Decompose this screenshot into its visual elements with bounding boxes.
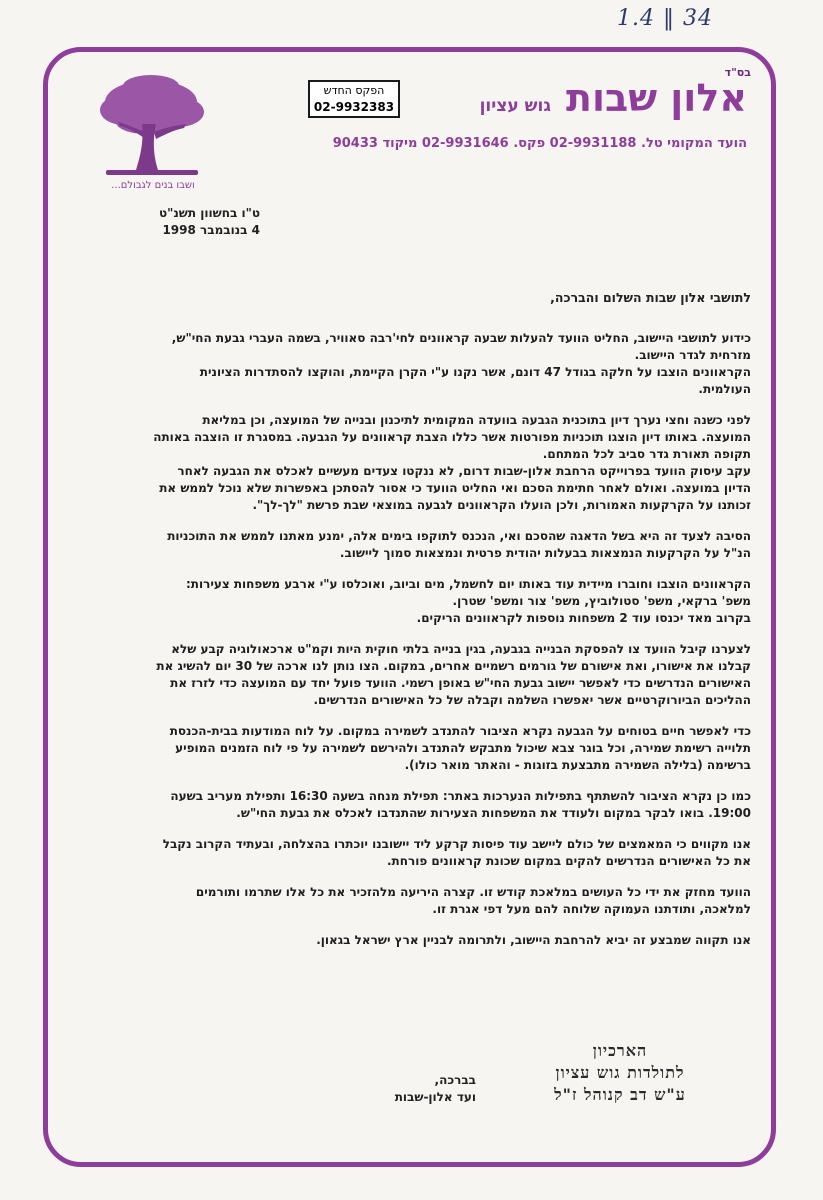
contact-line: הועד המקומי טל. 02-9931188 פקס. 02-9931646 מיקוד 90433: [332, 136, 747, 151]
paragraph: [74, 723, 751, 774]
paragraph: [74, 932, 751, 949]
closing: בברכה,: [434, 1073, 476, 1087]
paragraph: [74, 788, 751, 822]
text-line: הקראוונים הוצבו על חלקה בגודל 47 דונם, אשר נקנו ע"י הקרן הקיימת, והוקצו להסתדרות הציונית: [199, 365, 751, 379]
paragraph: [74, 641, 751, 709]
text-line: הקראוונים הוצבו וחוברו מיידית עוד באותו יום לחשמל, מים וביוב, ואוכלסו ע"י ארבע משפחות צעירות:: [185, 577, 751, 591]
new-fax-label: הפקס החדש: [323, 84, 385, 97]
text-line: תקופה תאורת גדר סביב לכל המתחם.: [542, 447, 751, 461]
text-line: 19:00. בואו לבקר במקום ולעודד את המשפחות הצעירות שהתנדבו לאכלס את גבעת החי"ש.: [236, 806, 751, 820]
greeting: לתושבי אלון שבות השלום והברכה,: [550, 290, 751, 305]
text-line: ההליכים הביורוקרטיים אשר יאפשרו השלמה וקבלה של כל האישורים הנדרשים.: [313, 693, 751, 707]
text-line: כמו כן נקרא הציבור להשתתף בתפילות הנערכות באתר: תפילת מנחה בשעה 16:30 ותפילת מעריב בשעה: [170, 789, 751, 803]
letterhead-title: [480, 76, 747, 120]
text-line: זכותנו על הקרקעות האמורות, ולכן הועלו הקראוונים לגבעה במוצאי שבת פרשת "לך-לך".: [252, 498, 751, 512]
text-line: הנ"ל על הקרקעות הנמצאות בבעלות יהודית פרטית ונמצאות סמוך ליישוב.: [339, 546, 751, 560]
motto: ושבו בנים לגבולם...: [111, 180, 195, 191]
archive-stamp: [525, 1040, 715, 1106]
paragraph: [74, 884, 751, 918]
paragraph: [74, 836, 751, 870]
gregorian-date: 4 בנובמבר 1998: [162, 223, 260, 237]
text-line: תלוייה רשימת שמירה, וכל בוגר צבא שיכול מתבקש להתנדב ולהירשם לשמירה על פי לוח הזמנים המופיע: [175, 741, 751, 755]
text-line: את כל האישורים הנדרשים להקים במקום שכונת קראוונים פורחת.: [387, 854, 751, 868]
new-fax-number: 02-9932383: [313, 100, 395, 114]
hebrew-date: ט"ו בחשוון תשנ"ט: [158, 206, 260, 220]
text-line: אנו תקווה שמבצע זה יביא להרחבת היישוב, ולתרומה לבניין ארץ ישראל בגאון.: [316, 933, 751, 947]
signature-block: [356, 1072, 476, 1106]
new-fax-box: [308, 80, 400, 118]
text-line: הדיון במועצה. ואולם לאחר חתימת הסכם ואי החליט הוועד כי אסור להסתכן באפשרות שלא נוכל לממש את: [159, 481, 751, 495]
paragraph: [74, 330, 751, 398]
text-line: הוועד מחזק את ידי כל העושים במלאכת קודש זו. קצרה היריעה מלהזכיר את כל אלו שתרמו ותורמים: [195, 885, 751, 899]
stamp-line: הארכיון: [592, 1041, 648, 1060]
letter-body: [74, 330, 751, 963]
text-line: קבלנו את אישורו, ואת אישורם של גורמים רשמיים אחרים, במקום. הצו נותן לנו ארכה של 30 יום להשיג את: [156, 659, 751, 673]
text-line: עקב עיסוק הוועד בפרוייקט הרחבת אלון-שבות דרום, לא ננקטו צעדים מעשיים לאכלס את הגבעה לאחר: [177, 464, 751, 478]
text-line: לצערנו קיבל הוועד צו להפסקת הבנייה בגבעה, בגין בנייה בלתי חוקית היות וקמ"ט ארכאולוגיה קבע שלא: [171, 642, 751, 656]
paragraph: [74, 576, 751, 627]
tree-logo-icon: [96, 72, 206, 187]
stamp-line: לתולדות גוש עציון: [555, 1063, 685, 1082]
text-line: האישורים הנדרשים כדי לאפשר יישוב גבעת החי"ש באופן רשמי. הוועד פועל יחד עם המועצה כדי לזרז את: [170, 676, 751, 690]
signer: ועד אלון-שבות: [394, 1090, 476, 1104]
paragraph: [74, 412, 751, 514]
text-line: כדי לאפשר חיים בטוחים על הגבעה נקרא הציבור להתנדב לשמירה במקום. על לוח המודעות בבית-הכנסת: [169, 724, 751, 738]
settlement-name: אלון שבות: [566, 76, 747, 120]
text-line: ברשימה (בלילה השמירה מתבצעת בזוגות - והאתר מואר כולו).: [404, 758, 751, 772]
text-line: אנו מקווים כי המאמצים של כולם ליישב עוד פיסות קרקע ליד יישובנו יוכתרו בהצלחה, ובעתיד הקרוב נקבל: [162, 837, 751, 851]
text-line: כידוע לתושבי היישוב, החליט הוועד להעלות שבעה קראוונים לחי'רבה סאוויר, בשמה העברי גבעת החי"ש,: [171, 331, 751, 345]
text-line: משפ' ברקאי, משפ' סטולוביץ, משפ' צור ומשפ' שטרן.: [452, 594, 751, 608]
text-line: המועצה. באותו דיון הוצגו תוכניות מפורטות אשר כללו הצבת קראוונים על הגבעה. במסגרת זו הוצבה באותה: [153, 430, 751, 444]
region-name: גוש עציון: [479, 96, 551, 116]
letter-date: [80, 205, 260, 239]
handwritten-archive-note: 1.4 ‖ 34: [617, 6, 713, 31]
paragraph: [74, 528, 751, 562]
text-line: לפני כשנה וחצי נערך דיון בתוכנית הגבעה בוועדה המקומית לתיכנון ובנייה של המועצה, וכן במליאת: [202, 413, 751, 427]
text-line: הסיבה לצעד זה היא בשל הדאגה שהסכם ואי, הנכנס לתוקפו בימים אלה, ימנע מאתנו לממש את התוכניות: [167, 529, 751, 543]
text-line: למלאכה, ותודתנו העמוקה שלוחה להם מעל דפי אגרת זו.: [432, 902, 751, 916]
text-line: בקרוב מאד יכנסו עוד 2 משפחות נוספות לקראוונים הריקים.: [416, 611, 751, 625]
stamp-line: ע"ש דב קנוהל ז"ל: [554, 1085, 686, 1104]
text-line: מזרחית לגדר היישוב.: [634, 348, 751, 362]
text-line: העולמית.: [698, 382, 751, 396]
bsd-mark: בס"ד: [724, 66, 751, 79]
